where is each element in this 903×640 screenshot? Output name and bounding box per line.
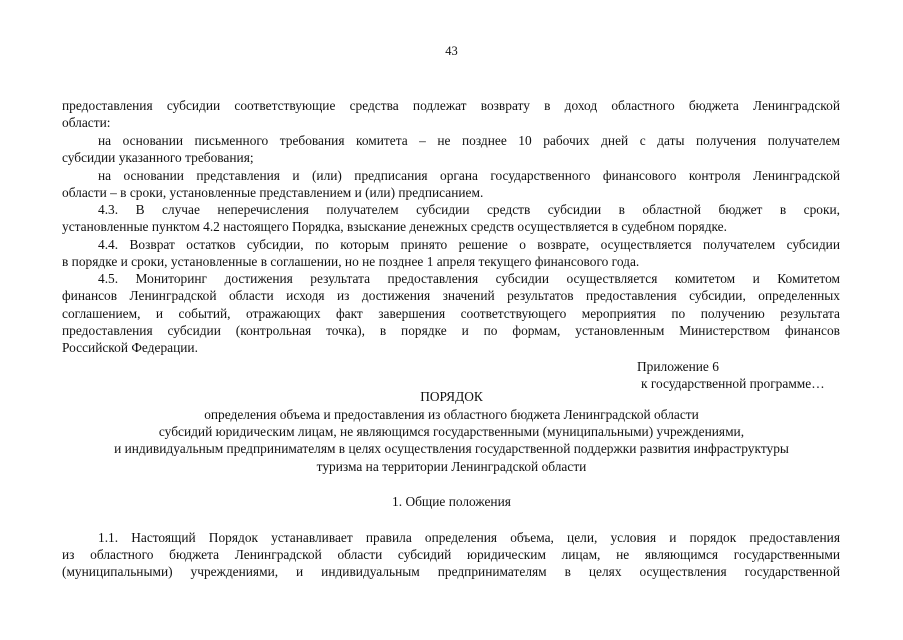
paragraph-line: 4.4. Возврат остатков субсидии, по которым принято решение о возврате, осуществляется получателем субсидии xyxy=(98,237,840,252)
document-subtitle-line: субсидий юридическим лицам, не являющимся государственными (муниципальными) учреждениями, xyxy=(158,424,745,439)
paragraph-line: 4.3. В случае неперечисления получателем субсидии средств субсидии в областной бюджет в сроки, xyxy=(98,202,840,217)
paragraph-line: 1.1. Настоящий Порядок устанавливает правила определения объема, цели, условия и порядок предоставления xyxy=(98,530,840,545)
paragraph-line: на основании письменного требования комитета – не позднее 10 рабочих дней с даты получения получателем xyxy=(98,133,840,148)
document-subtitle-line: туризма на территории Ленинградской области xyxy=(316,459,587,474)
paragraph-line: области – в сроки, установленные представлением и (или) предписанием. xyxy=(62,185,484,200)
document-subtitle-line: определения объема и предоставления из областного бюджета Ленинградской области xyxy=(204,407,699,422)
paragraph-line: Российской Федерации. xyxy=(62,340,198,355)
paragraph-line: из областного бюджета Ленинградской области субсидий юридическим лицам, не являющимся государственными xyxy=(62,547,840,562)
paragraph-line: предоставления субсидии соответствующие средства подлежат возврату в доход областного бюджета Ленинградской xyxy=(62,98,840,113)
paragraph-line: субсидии указанного требования; xyxy=(62,150,254,165)
paragraph-line: соглашением, и событий, отражающих факт завершения соответствующего мероприятия по получению результата xyxy=(62,306,840,321)
paragraph-line: предоставления субсидии (контрольная точка), в порядке и по формам, установленным Министерством финансов xyxy=(62,323,840,338)
paragraph-line: области: xyxy=(62,115,111,130)
paragraph-line: (муниципальными) учреждениями, и индивидуальным предпринимателям в целях осуществления государственной xyxy=(62,564,840,579)
section-heading: 1. Общие положения xyxy=(392,494,511,509)
appendix-label: Приложение 6 xyxy=(637,359,719,374)
document-title: ПОРЯДОК xyxy=(420,389,483,404)
page-number: 43 xyxy=(445,44,458,58)
paragraph-line: на основании представления и (или) предписания органа государственного финансового контроля Ленинградской xyxy=(98,168,840,183)
paragraph-line: установленные пунктом 4.2 настоящего Порядка, взыскание денежных средств осуществляется в судебном порядке. xyxy=(62,219,727,234)
paragraph-line: в порядке и сроки, установленные в соглашении, но не позднее 1 апреля текущего финансового года. xyxy=(62,254,640,269)
document-subtitle-line: и индивидуальным предпринимателям в целях осуществления государственной поддержки развития инфраструктуры xyxy=(114,441,789,456)
paragraph-line: финансов Ленинградской области исходя из достижения значений результатов предоставления субсидии, определенных xyxy=(62,288,840,303)
paragraph-line: 4.5. Мониторинг достижения результата предоставления субсидии осуществляется комитетом и Комитетом xyxy=(98,271,840,286)
appendix-program: к государственной программе… xyxy=(641,376,825,391)
